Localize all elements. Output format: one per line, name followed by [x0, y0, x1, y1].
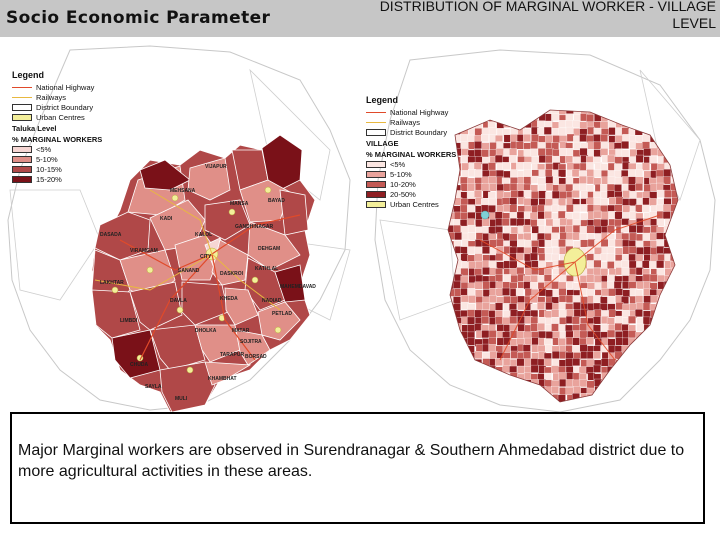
class-swatch — [366, 191, 386, 198]
svg-text:MAHEMDAVAD: MAHEMDAVAD — [280, 284, 316, 290]
legend-class-row — [12, 154, 137, 164]
class-swatch — [366, 201, 386, 208]
legend-class-row — [366, 179, 481, 189]
legend-subtitle: VILLAGE — [366, 139, 399, 148]
railways-line-icon — [12, 97, 32, 98]
legend-class-row — [12, 174, 137, 184]
svg-text:MANSA: MANSA — [230, 201, 249, 207]
legend-item-national-highway — [12, 82, 137, 92]
district-boundary-swatch — [366, 129, 386, 136]
header-bar — [0, 0, 720, 37]
class-swatch — [12, 176, 32, 183]
water-body — [481, 211, 489, 219]
class-label: 5-10% — [36, 154, 58, 164]
legend-item-label: Railways — [36, 92, 67, 102]
urban-centres-swatch — [12, 114, 32, 121]
svg-text:LAKHTAR: LAKHTAR — [100, 280, 124, 286]
svg-text:BAYAD: BAYAD — [268, 198, 285, 204]
svg-text:CITY: CITY — [200, 254, 212, 260]
class-label: 10-15% — [36, 164, 62, 174]
legend-item-railways — [12, 92, 137, 102]
legend-item-label: Railways — [390, 117, 421, 127]
legend-item-district-boundary — [12, 102, 137, 112]
svg-text:SANAND: SANAND — [178, 268, 200, 274]
svg-text:SOJITRA: SOJITRA — [240, 339, 262, 345]
svg-text:KHEDA: KHEDA — [220, 296, 238, 302]
legend-class-row — [366, 189, 481, 199]
legend-item-label: District Boundary — [390, 127, 448, 137]
class-label: Urban Centres — [390, 199, 439, 209]
class-label: 5-10% — [390, 169, 412, 179]
legend-subtitle: % MARGINAL WORKERS — [12, 135, 103, 144]
class-swatch — [366, 161, 386, 168]
legend-subtitle: Taluka Level — [12, 124, 57, 133]
railways-line-icon — [366, 122, 386, 123]
legend-item-label: National Highway — [36, 82, 95, 92]
svg-text:GANDHINAGAR: GANDHINAGAR — [235, 224, 274, 230]
svg-text:DAVLA: DAVLA — [170, 298, 187, 304]
legend-title: Legend — [366, 95, 399, 105]
legend-item-label: National Highway — [390, 107, 449, 117]
legend-subtitle: % MARGINAL WORKERS — [366, 150, 457, 159]
legend-class-row — [12, 164, 137, 174]
legend-class-row — [366, 159, 481, 169]
village-map-legend — [366, 95, 481, 209]
svg-text:NADIAD: NADIAD — [262, 298, 282, 304]
svg-text:DHOLKA: DHOLKA — [195, 328, 217, 334]
svg-text:KATHLAL: KATHLAL — [255, 266, 279, 272]
legend-title: Legend — [12, 70, 45, 80]
svg-text:CHUDA: CHUDA — [130, 362, 149, 368]
legend-item-urban-centres — [12, 112, 137, 122]
legend-class-row — [366, 199, 481, 209]
class-label: 20-50% — [390, 189, 416, 199]
class-swatch — [366, 181, 386, 188]
observation-note-box — [10, 412, 705, 524]
legend-item-national-highway — [366, 107, 481, 117]
legend-item-district-boundary — [366, 127, 481, 137]
national-highway-line-icon — [12, 87, 32, 88]
svg-text:TARAPUR: TARAPUR — [220, 352, 245, 358]
svg-text:DASKROI: DASKROI — [220, 271, 244, 277]
svg-text:KHAMBHAT: KHAMBHAT — [208, 376, 237, 382]
legend-item-label: District Boundary — [36, 102, 94, 112]
svg-text:MULI: MULI — [175, 396, 188, 402]
taluka-level-map — [0, 40, 360, 415]
svg-text:BORSAD: BORSAD — [245, 354, 267, 360]
svg-text:KADI: KADI — [160, 216, 173, 222]
legend-item-label: Urban Centres — [36, 112, 85, 122]
class-label: 15-20% — [36, 174, 62, 184]
svg-text:DASADA: DASADA — [100, 232, 122, 238]
class-label: <5% — [36, 144, 52, 154]
legend-class-row — [12, 144, 137, 154]
legend-item-railways — [366, 117, 481, 127]
district-boundary-swatch — [12, 104, 32, 111]
national-highway-line-icon — [366, 112, 386, 113]
village-level-map — [360, 40, 720, 415]
legend-class-row — [366, 169, 481, 179]
svg-text:SAYLA: SAYLA — [145, 384, 162, 390]
svg-text:MEHSANA: MEHSANA — [170, 188, 196, 194]
taluka-map-legend — [12, 70, 137, 184]
class-swatch — [12, 166, 32, 173]
svg-text:LIMBDI: LIMBDI — [120, 318, 138, 324]
observation-note-text: Major Marginal workers are observed in Surendranagar & Southern Ahmedabad district due to more agricultural activities in these areas. — [18, 442, 685, 480]
svg-text:VIRAMGAM: VIRAMGAM — [130, 248, 158, 254]
class-swatch — [12, 156, 32, 163]
svg-text:VIJAPUR: VIJAPUR — [205, 164, 227, 170]
class-label: <5% — [390, 159, 406, 169]
slide-title: Socio Economic Parameter — [6, 8, 271, 28]
svg-text:KALOL: KALOL — [195, 232, 213, 238]
svg-text:MATAR: MATAR — [232, 328, 250, 334]
class-swatch — [366, 171, 386, 178]
class-label: 10-20% — [390, 179, 416, 189]
svg-text:DEHGAM: DEHGAM — [258, 246, 281, 252]
map-title: DISTRIBUTION OF MARGINAL WORKER - VILLAGE LEVEL — [379, 0, 716, 31]
svg-text:PETLAD: PETLAD — [272, 311, 292, 317]
class-swatch — [12, 146, 32, 153]
